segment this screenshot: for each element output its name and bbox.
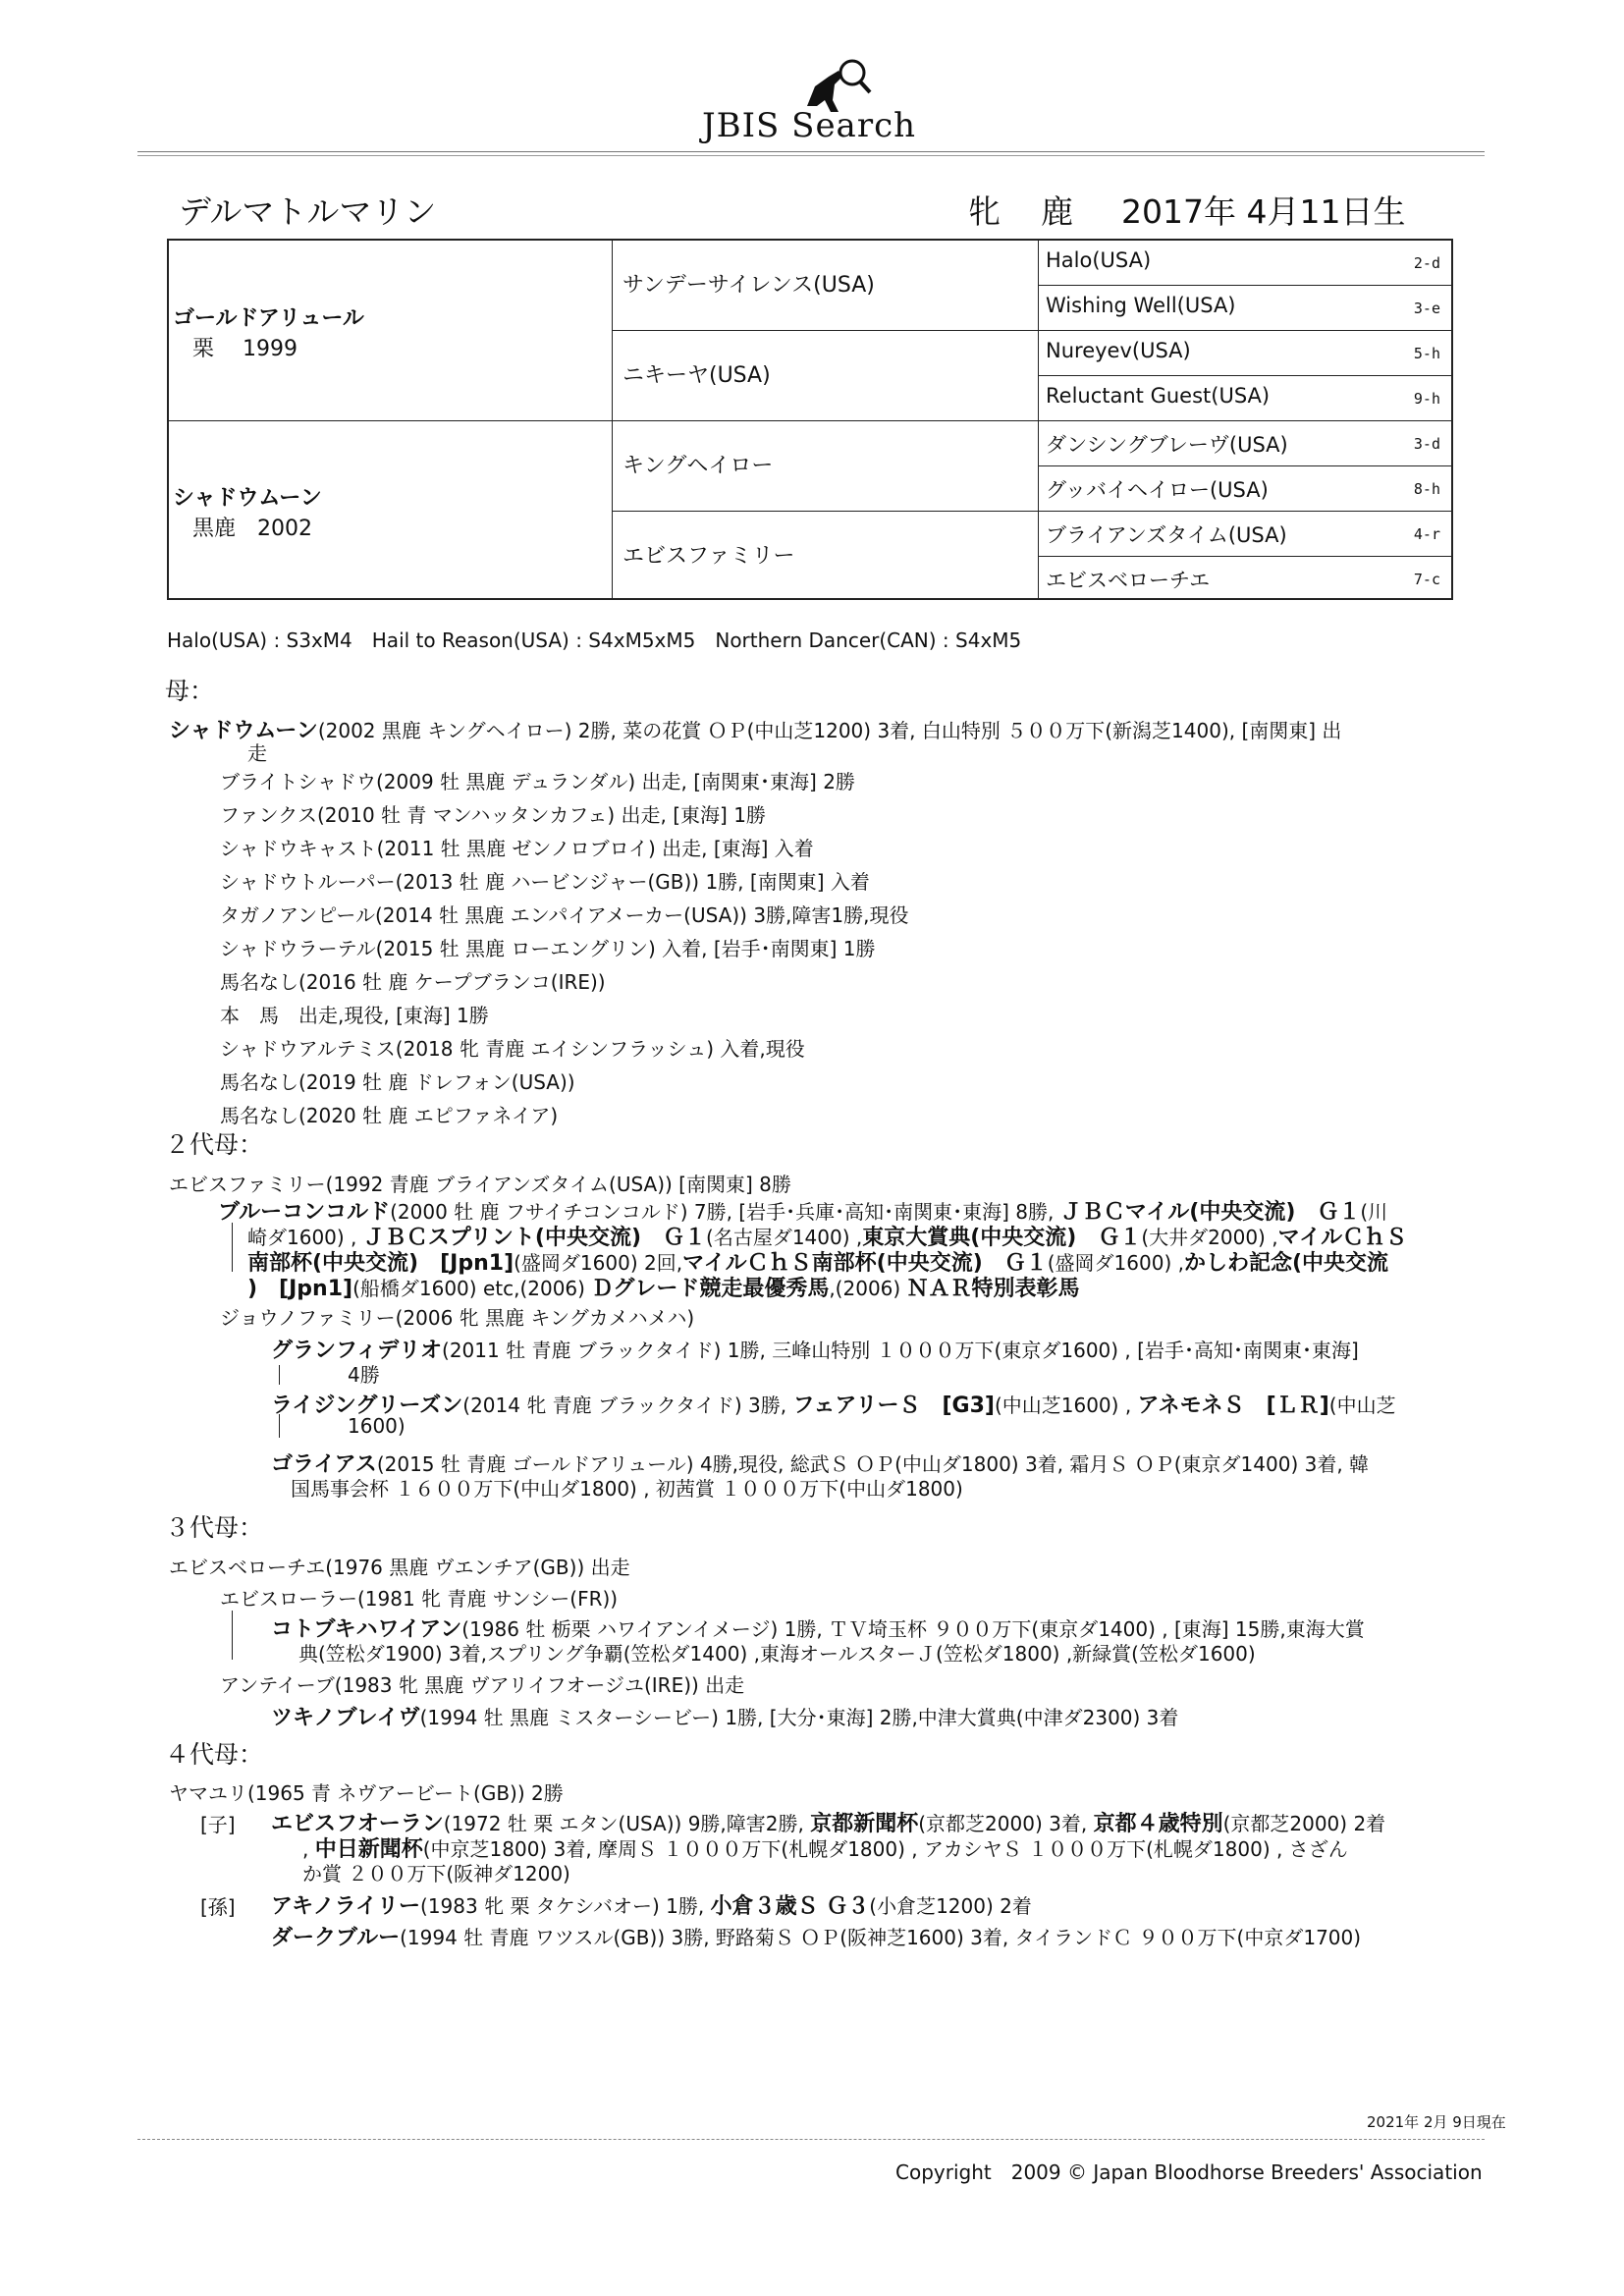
header-rule — [137, 151, 1485, 156]
text-line: ブライトシャドウ(2009 牡 黒鹿 デュランダル) 出走, [南関東･東海] 2勝 — [220, 770, 855, 793]
horse-color: 鹿 — [1041, 192, 1073, 231]
text-line: ブルーコンコルド(2000 牡 鹿 フサイチコンコルド) 7勝, [岩手･兵庫･高知･南関東･東海] 8勝, ＪＢＣマイル(中央交流) Ｇ１(川 — [218, 1200, 1388, 1225]
sire-name: ゴールドアリュール — [173, 306, 364, 331]
text-line: 馬名なし(2019 牡 鹿 ドレフォン(USA)) — [220, 1070, 575, 1094]
g3-3: Reluctant Guest(USA) 9-h — [1046, 384, 1440, 408]
horse-name: デルマトルマリン — [179, 192, 437, 231]
logo-text: JBIS Search — [702, 106, 917, 145]
copyright: Copyright 2009 © Japan Bloodhorse Breeders' Association — [895, 2160, 1483, 2184]
g2-1: ニキーヤ(USA) — [623, 363, 771, 388]
jbis-logo — [702, 57, 957, 145]
sire — [173, 301, 364, 362]
dam-info: 黒鹿 2002 — [192, 517, 312, 541]
g3-6: ブライアンズタイム(USA) 4-r — [1046, 523, 1440, 547]
section-dam: 母： — [165, 677, 215, 705]
section-g2: ２代母： — [165, 1130, 264, 1159]
text-line: グランフィデリオ(2011 牡 青鹿 ブラックタイド) 1勝, 三峰山特別 １０００万下(東京ダ1600) , [岩手･高知･南関東･東海] — [271, 1339, 1359, 1363]
g3-1: Wishing Well(USA) 3-e — [1046, 294, 1440, 317]
g3-7: エビスベローチエ 7-c — [1046, 569, 1440, 592]
family-bar — [232, 1611, 233, 1660]
text-line: 典(笠松ダ1900) 3着,スプリング争覇(笠松ダ1400) ,東海オールスターＪ(笠松ダ1800) ,新緑賞(笠松ダ1600) — [298, 1642, 1256, 1666]
text-line: エビスファミリー(1992 青鹿 ブライアンズタイム(USA)) [南関東] 8勝 — [169, 1173, 791, 1196]
text-line: エビスローラー(1981 牝 青鹿 サンシー(FR)) — [220, 1587, 619, 1611]
g3-4: ダンシングブレーヴ(USA) 3-d — [1046, 433, 1440, 457]
text-line: 1600) — [348, 1414, 406, 1438]
pedigree-table — [167, 239, 1453, 600]
text-line: ライジングリーズン(2014 牝 青鹿 ブラックタイド) 3勝, フェアリーＳ [G3](中山芝1600) , アネモネＳ [ＬＲ](中山芝 — [271, 1394, 1396, 1418]
footer-rule — [137, 2139, 1485, 2140]
text-line: ツキノブレイヴ(1994 牡 黒鹿 ミスターシービー) 1勝, [大分･東海] 2勝,中津大賞典(中津ダ2300) 3着 — [271, 1706, 1179, 1730]
text-line: 本 馬 出走,現役, [東海] 1勝 — [220, 1004, 489, 1027]
text-line: か賞 ２００万下(阪神ダ1200) — [302, 1862, 570, 1886]
sire-info: 栗 1999 — [192, 337, 298, 361]
text-line: ) [Jpn1](船橋ダ1600) etc,(2006) Ｄグレード競走最優秀馬,(2006) ＮＡＲ特別表彰馬 — [247, 1277, 1080, 1301]
text-line: 崎ダ1600) , ＪＢＣスプリント(中央交流) Ｇ１(名古屋ダ1400) ,東京大賞典(中央交流) Ｇ１(大井ダ2000) ,マイルＣｈＳ — [247, 1226, 1408, 1250]
text-line: ジョウノファミリー(2006 牝 黒鹿 キングカメハメハ) — [220, 1306, 695, 1330]
text-line: シャドウキャスト(2011 牡 黒鹿 ゼンノロブロイ) 出走, [東海] 入着 — [220, 837, 814, 860]
g3-5: グッバイヘイロー(USA) 8-h — [1046, 478, 1440, 502]
text-line: シャドウムーン(2002 黒鹿 キングヘイロー) 2勝, 菜の花賞 ＯＰ(中山芝1200) 3着, 白山特別 ５００万下(新潟芝1400), [南関東] 出 — [169, 719, 1342, 743]
g3-2: Nureyev(USA) 5-h — [1046, 339, 1440, 362]
as-of-date: 2021年 2月 9日現在 — [1367, 2113, 1506, 2131]
text-line: [孫] — [200, 1895, 236, 1919]
text-line: アキノライリー(1983 牝 栗 タケシバオー) 1勝, 小倉３歳Ｓ Ｇ３(小倉芝1200) 2着 — [271, 1894, 1032, 1919]
text-line: エビスベローチエ(1976 黒鹿 ヴエンチア(GB)) 出走 — [169, 1556, 630, 1579]
text-line: エビスフオーラン(1972 牡 栗 エタン(USA)) 9勝,障害2勝, 京都新聞杯(京都芝2000) 3着, 京都４歳特別(京都芝2000) 2着 — [271, 1812, 1386, 1836]
horse-birth: 2017年 4月11日生 — [1121, 192, 1406, 231]
g2-3: エビスファミリー — [623, 544, 795, 569]
inbreeding-line: Halo(USA) : S3xM4 Hail to Reason(USA) : S4xM5xM5 Northern Dancer(CAN) : S4xM5 — [167, 629, 1022, 652]
family-bar — [232, 1223, 233, 1272]
text-line: シャドウラーテル(2015 牡 黒鹿 ローエングリン) 入着, [岩手･南関東] 1勝 — [220, 937, 876, 960]
text-line: ダークブルー(1994 牡 青鹿 ワツスル(GB)) 3勝, 野路菊Ｓ ＯＰ(阪神芝1600) 3着, タイランドＣ ９００万下(中京ダ1700) — [271, 1926, 1362, 1950]
text-line: 国馬事会杯 １６００万下(中山ダ1800) , 初茜賞 １０００万下(中山ダ1800) — [291, 1477, 963, 1501]
text-line: シャドウアルテミス(2018 牝 青鹿 エイシンフラッシュ) 入着,現役 — [220, 1037, 805, 1061]
text-line: アンテイーブ(1983 牝 黒鹿 ヴアリイフオージユ(IRE)) 出走 — [220, 1673, 745, 1697]
text-line: 走 — [247, 741, 267, 765]
g3-0: Halo(USA) 2-d — [1046, 248, 1440, 272]
dam-name: シャドウムーン — [173, 486, 322, 511]
text-line: ヤマユリ(1965 青 ネヴアービート(GB)) 2勝 — [169, 1781, 564, 1805]
dam — [173, 481, 322, 542]
text-line: タガノアンピール(2014 牡 黒鹿 エンパイアメーカー(USA)) 3勝,障害1勝,現役 — [220, 903, 909, 927]
text-line: コトブキハワイアン(1986 牡 栃栗 ハワイアンイメージ) 1勝, ＴＶ埼玉杯 ９００万下(東京ダ1400) , [東海] 15勝,東海大賞 — [271, 1617, 1365, 1642]
text-line: 馬名なし(2016 牡 鹿 ケープブランコ(IRE)) — [220, 970, 606, 994]
text-line: , 中日新聞杯(中京芝1800) 3着, 摩周Ｓ １０００万下(札幌ダ1800) , アカシヤＳ １０００万下(札幌ダ1800) , さざん — [302, 1837, 1348, 1862]
text-line: シャドウトルーパー(2013 牡 鹿 ハービンジャー(GB)) 1勝, [南関東] 入着 — [220, 870, 870, 894]
g2-2: キングヘイロー — [623, 454, 774, 478]
horse-title — [179, 187, 1435, 236]
text-line: ファンクス(2010 牡 青 マンハッタンカフェ) 出走, [東海] 1勝 — [220, 803, 766, 827]
text-line: ゴライアス(2015 牡 青鹿 ゴールドアリュール) 4勝,現役, 総武Ｓ ＯＰ(中山ダ1800) 3着, 霜月Ｓ ＯＰ(東京ダ1400) 3着, 韓 — [271, 1452, 1370, 1477]
section-g3: ３代母： — [165, 1513, 264, 1542]
section-g4: ４代母： — [165, 1740, 264, 1769]
horse-sex: 牝 — [968, 192, 1001, 231]
text-line: 南部杯(中央交流) [Jpn1](盛岡ダ1600) 2回,マイルＣｈＳ南部杯(中央交流) Ｇ１(盛岡ダ1600) ,かしわ記念(中央交流 — [247, 1251, 1389, 1276]
family-bar — [279, 1365, 280, 1385]
g2-0: サンデーサイレンス(USA) — [623, 273, 875, 298]
text-line: 馬名なし(2020 牡 鹿 エピファネイア) — [220, 1104, 559, 1127]
text-line: [子] — [200, 1813, 236, 1836]
text-line: 4勝 — [348, 1363, 380, 1387]
